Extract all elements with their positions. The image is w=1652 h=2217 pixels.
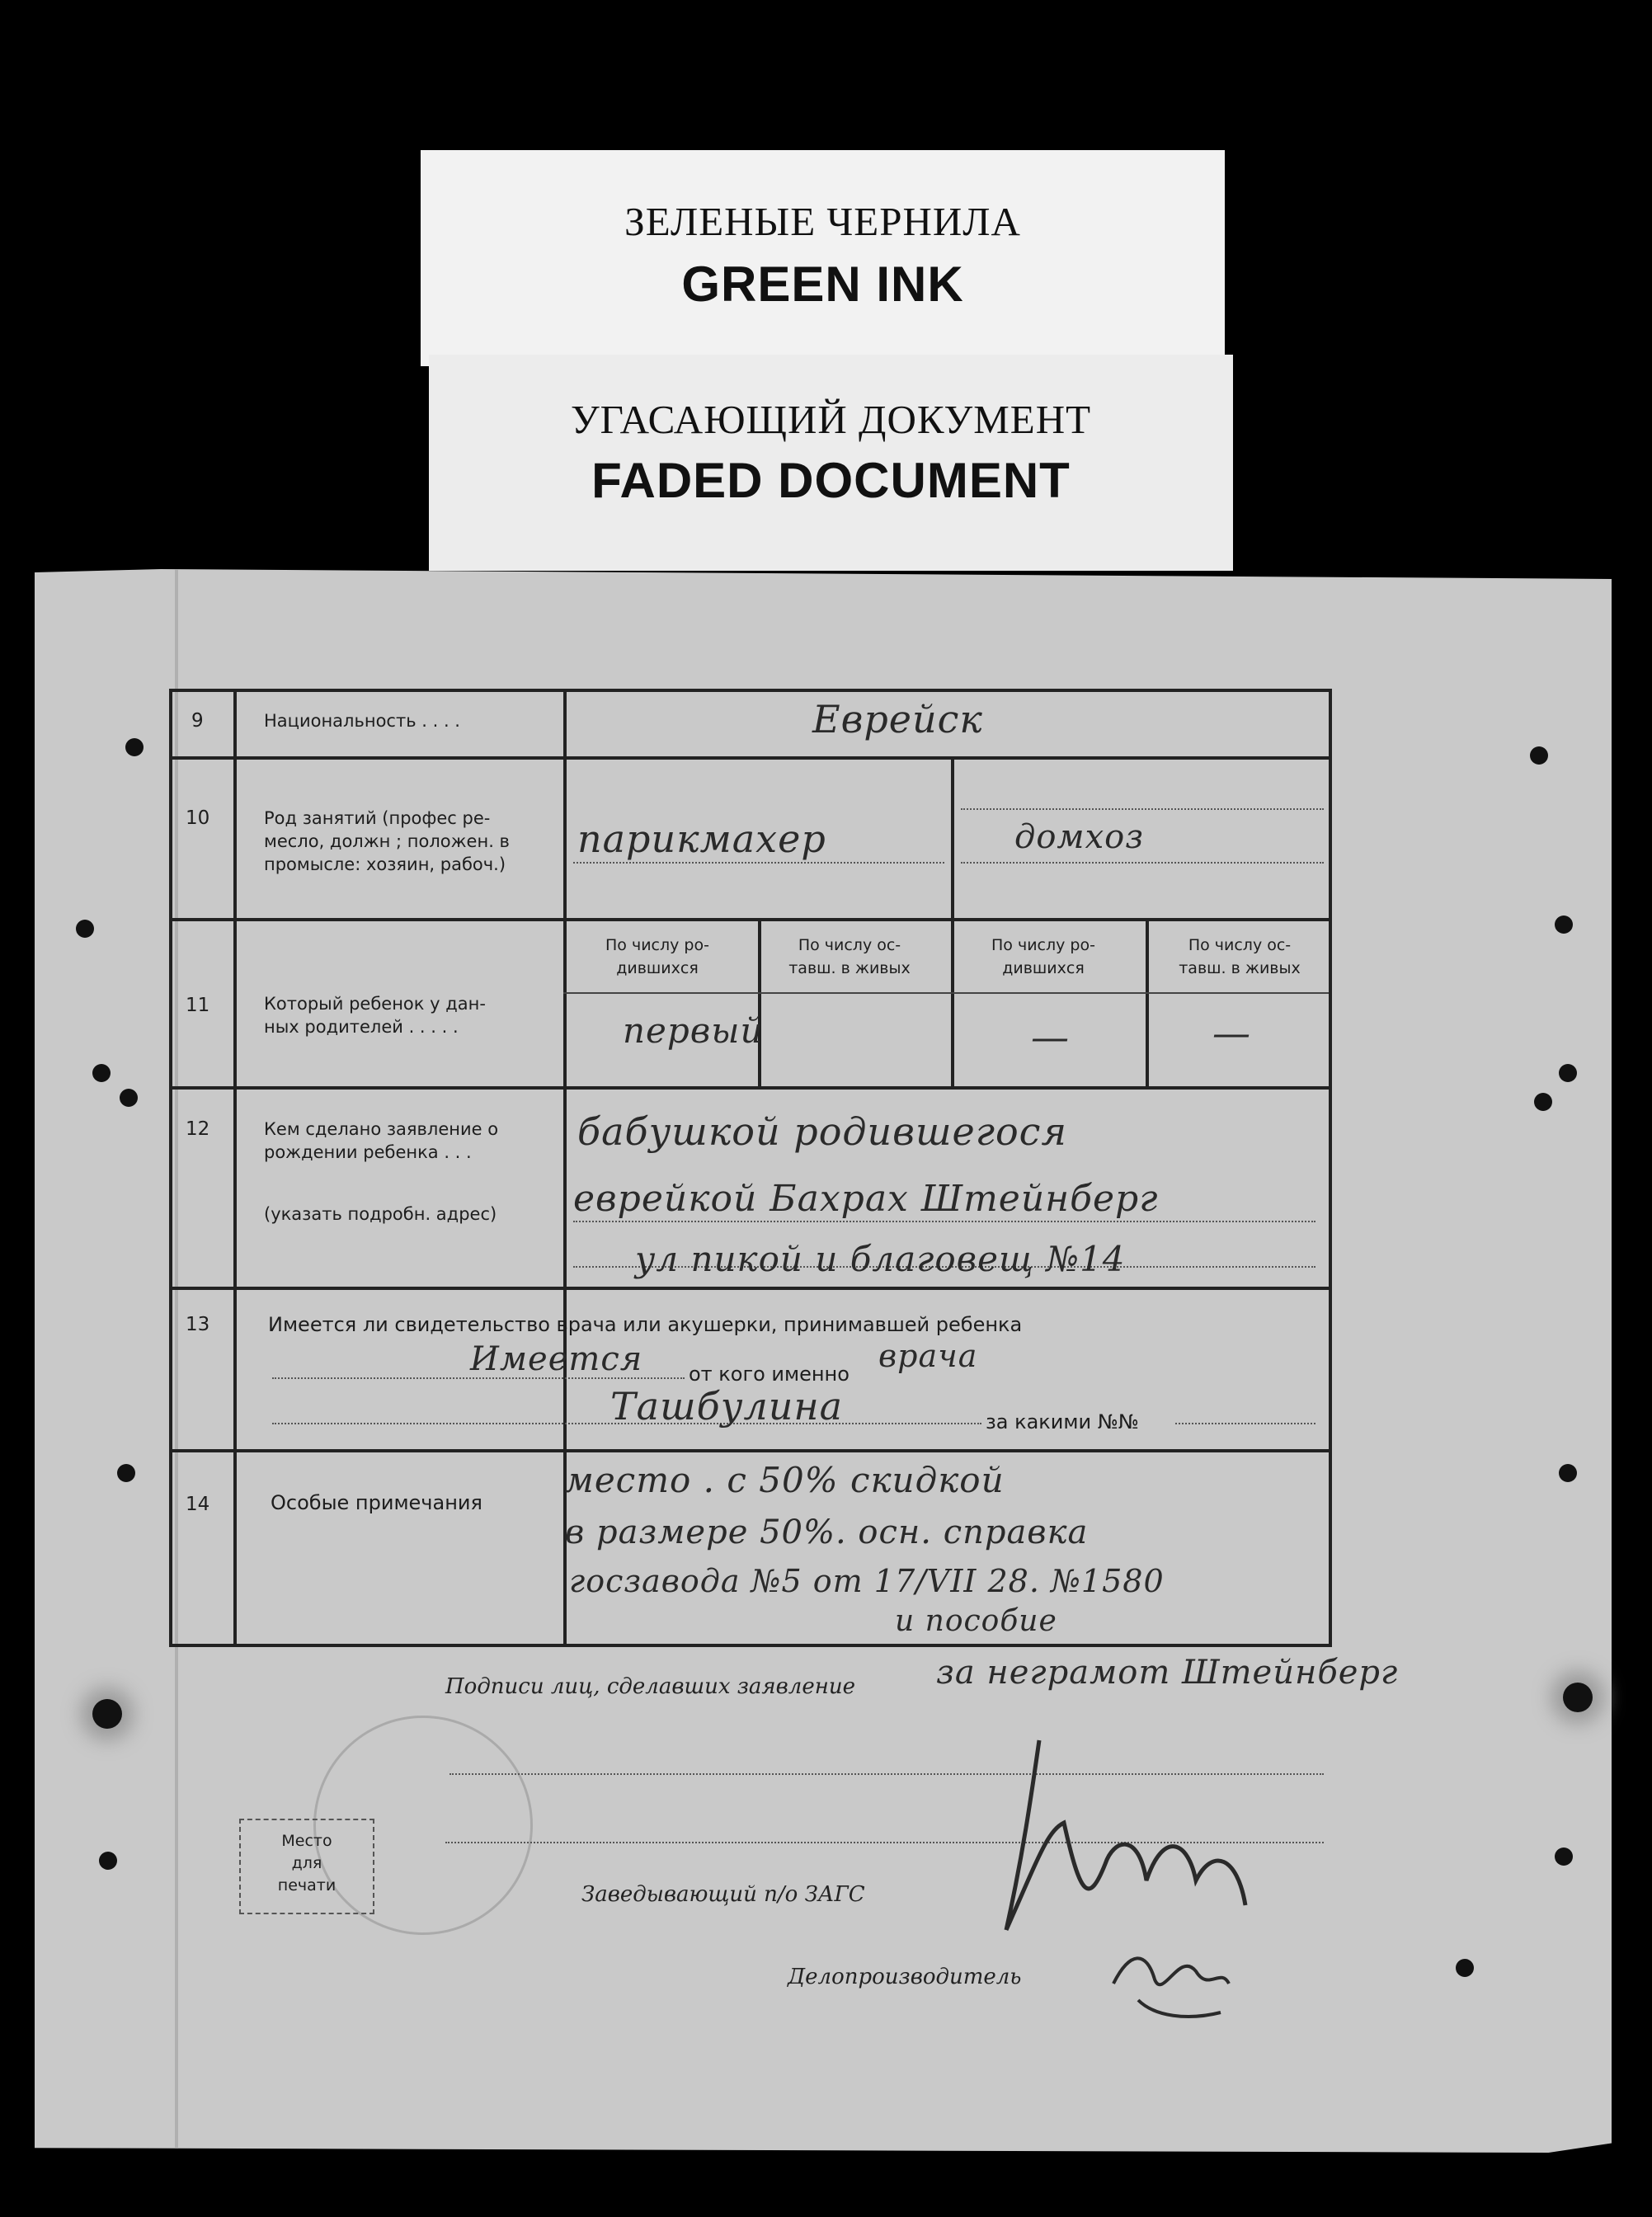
applicant-line: ул пикой и благовещ №14 (635, 1239, 1126, 1279)
child-order-label: Который ребенок у дан- ных родителей . . . . . (264, 994, 486, 1037)
certificate-hand-c: Ташбулинa (610, 1384, 844, 1429)
notice-en-text: GREEN INK (681, 257, 964, 312)
row-number: 9 (191, 710, 204, 732)
certificate-hand-b: врача (878, 1338, 978, 1374)
punch-hole (1456, 1959, 1474, 1977)
nationality-label: Национальность . . . . (264, 711, 460, 731)
punch-hole (1563, 1683, 1593, 1712)
clerk-label: Делопроизводитель (788, 1965, 1022, 1989)
nationality-value: Еврейск (812, 697, 983, 741)
punch-hole (92, 1064, 111, 1082)
punch-hole (1534, 1093, 1552, 1111)
occupation-father-value: парикмахер (577, 817, 826, 861)
punch-hole (1555, 1848, 1573, 1866)
certificate-hand-a: Имеется (470, 1340, 643, 1378)
head-label: Заведывающий п/о ЗАГС (581, 1882, 865, 1907)
certificate-question: Имеется ли свидетельство врача или акушерки, принимавшей ребенка (268, 1313, 1023, 1336)
punch-hole (117, 1464, 135, 1482)
child-order-value: — (1031, 1014, 1070, 1059)
signatures-label: Подписи лиц, сделавших заявление (445, 1674, 855, 1699)
signature-text: за неграмот Штейнберг (936, 1654, 1399, 1692)
applicant-address-label: (указать подробн. адрес) (264, 1204, 497, 1224)
row-number: 13 (186, 1314, 210, 1335)
notice-green-ink (421, 150, 1225, 366)
child-order-value: первый (623, 1010, 764, 1051)
head-signature (948, 1732, 1295, 1946)
notice-faded-document (429, 355, 1233, 571)
notice-ru-text: УГАСАЮЩИЙ ДОКУМЕНТ (570, 397, 1092, 442)
certificate-from-label: от кого именно (689, 1363, 850, 1386)
column-header: По числу ос- тавш. в живых (1179, 936, 1301, 977)
row-number: 11 (186, 995, 210, 1016)
column-header: По числу ро- дившихся (605, 936, 709, 977)
remarks-line: в размере 50%. осн. справка (565, 1513, 1089, 1551)
punch-hole (76, 920, 94, 938)
row-number: 10 (186, 807, 210, 829)
column-header: По числу ос- тавш. в живых (788, 936, 911, 977)
applicant-line: еврейкой Бахрах Штейнберг (573, 1178, 1159, 1220)
certificate-numbers-label: за какими №№ (986, 1410, 1139, 1433)
applicant-label: Кем сделано заявление о рождении ребенка . . . (264, 1119, 499, 1162)
punch-hole (125, 738, 144, 756)
remarks-line: место . с 50% скидкой (565, 1460, 1005, 1500)
occupation-mother-value: домхоз (1014, 818, 1145, 856)
stamp-place-box (239, 1819, 374, 1914)
punch-hole (1559, 1464, 1577, 1482)
notice-en-text: FADED DOCUMENT (591, 453, 1071, 508)
punch-hole (120, 1089, 138, 1107)
column-header: По числу ро- дившихся (991, 936, 1095, 977)
child-order-value: — (1212, 1010, 1251, 1055)
punch-hole (1559, 1064, 1577, 1082)
stamp-place-label: Место для печати (277, 1832, 337, 1895)
remarks-line: госзавода №5 от 17/VII 28. №1580 (569, 1563, 1165, 1599)
row-number: 12 (186, 1118, 210, 1140)
remarks-label: Особые примечания (271, 1491, 482, 1514)
punch-hole (92, 1699, 122, 1729)
punch-hole (1530, 746, 1548, 765)
punch-hole (99, 1852, 117, 1870)
remarks-line: и пособие (895, 1604, 1057, 1638)
clerk-signature (1105, 1934, 1237, 2025)
occupation-label: Род занятий (профес ре- месло, должн ; положен. в промыслe: хозяин, рабоч.) (264, 808, 510, 874)
row-number: 14 (186, 1494, 210, 1515)
punch-hole (1555, 916, 1573, 934)
notice-ru-text: ЗЕЛЕНЫЕ ЧЕРНИЛА (624, 199, 1021, 244)
applicant-line: бабушкой родившегося (577, 1109, 1067, 1154)
